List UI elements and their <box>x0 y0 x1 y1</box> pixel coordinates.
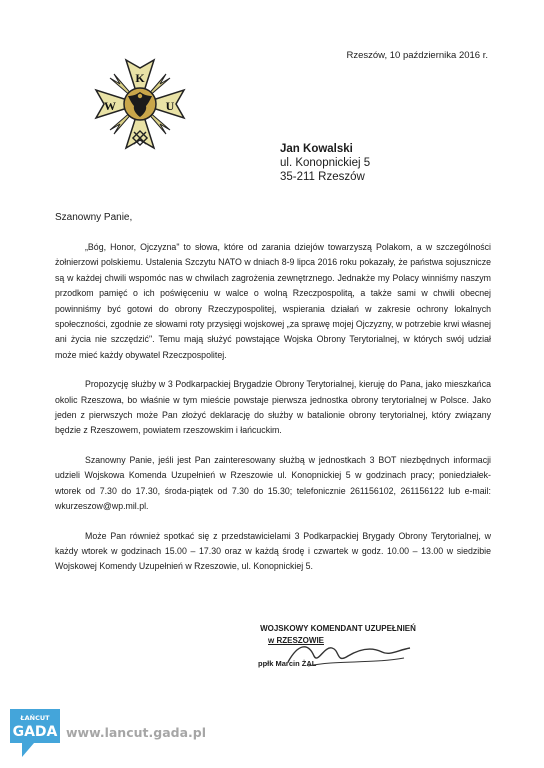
letter-date: Rzeszów, 10 października 2016 r. <box>346 50 488 61</box>
recipient-city: 35-211 Rzeszów <box>280 171 365 183</box>
emblem-letter-u: U <box>165 99 175 113</box>
body-paragraph: Propozycję służby w 3 Podkarpackiej Brygadzie Obrony Terytorialnej, kieruję do Pana, jako mieszkańca okolic Rzeszowa, bo właśnie w tym mieście powstaje pierwsza jednostka obrony terytorialnej w Polsce. Jako jeden z pierwszych może Pan złożyć deklarację do służby w batalionie obrony terytorialnej, który związany będzie z Rzeszowem, powiatem rzeszowskim i łańcuckim. <box>55 379 491 436</box>
signature-place: w RZESZOWIE <box>268 636 324 645</box>
body-paragraph: Może Pan również spotkać się z przedstawicielami 3 Podkarpackiej Brygady Obrony Terytorialnej, w każdy wtorek w godzinach 15.00 – 17.30 oraz w każdą środę i czwartek w godz. 10.00 – 13.00 w siedzibie Wojskowej Komendy Uzupełnień w Rzeszowie, ul. Konopnickiej 5. <box>55 530 491 572</box>
recipient-name: Jan Kowalski <box>280 143 353 155</box>
recipient-address <box>280 142 370 184</box>
watermark-logo-top: ŁAŃCUT <box>20 714 50 722</box>
signature-signer: ppłk Marcin ŻAL <box>258 659 317 668</box>
emblem-letter-k: K <box>135 71 145 85</box>
salutation: Szanowny Panie, <box>55 212 133 223</box>
signature-block <box>238 624 438 668</box>
body-paragraph: „Bóg, Honor, Ojczyzna" to słowa, które od zarania dziejów towarzyszą Polakom, a w szczególności żołnierzowi polskiemu. Ustalenia Szczytu NATO w dniach 8-9 lipca 2016 roku pokazały, że państwa sojusznicze są w każdej chwili wspomóc nas w chwilach zagrożenia zewnętrznego. Jednakże my Polacy winniśmy naszym przodkom pamięć o ich poświęceniu w walce o wolną Rzeczpospolitą, a także sami w chwili obecnej powinniśmy być gotowi do obrony Rzeczypospolitej, wspierania działań w zakresie ochrony lokalnych społeczności, zgodnie ze słowami roty przysięgi wojskowej „za sprawę mojej Ojczyzny, w potrzebie krwi własnej ani życia nie szczędzić". Temu mają służyć powstające Wojska Obrony Terytorialnej, w których swój udział może mieć każdy obywatel Rzeczpospolitej. <box>55 242 491 360</box>
watermark-url: www.lancut.gada.pl <box>66 725 206 740</box>
letter-body <box>55 240 491 589</box>
wku-emblem <box>88 52 192 156</box>
signature-title: WOJSKOWY KOMENDANT UZUPEŁNIEŃ <box>260 624 416 633</box>
recipient-street: ul. Konopnickiej 5 <box>280 157 371 169</box>
emblem-letter-w: W <box>104 99 116 113</box>
body-paragraph: Szanowny Panie, jeśli jest Pan zainteresowany służbą w jednostkach 3 BOT niezbędnych informacji udzieli Wojskowa Komenda Uzupełnień w Rzeszowie ul. Konopnickiej 5 w godzinach pracy; poniedziałek-wtorek od 7.30 do 17.30, środa-piątek od 7.30 do 15.30; telefonicznie 261156102, 261156122 lub e-mail: wkurzeszow@wp.mil.pl. <box>55 454 491 512</box>
handwritten-signature-icon <box>278 634 418 674</box>
wku-cross-emblem-icon <box>88 52 192 156</box>
watermark-logo-main: GADA <box>12 724 58 740</box>
lancut-gada-logo-icon <box>4 703 66 763</box>
watermark <box>4 703 244 763</box>
